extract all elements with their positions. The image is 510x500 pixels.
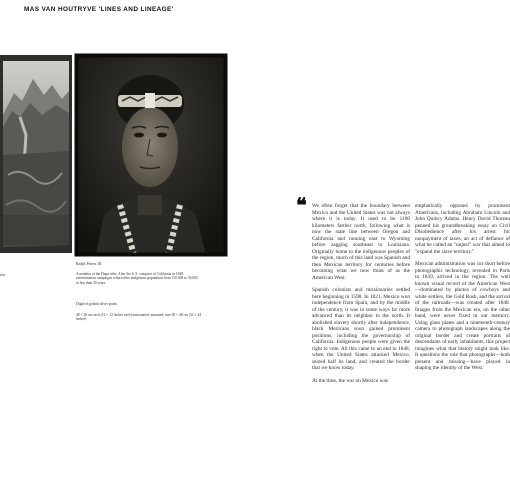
portrait-photo — [76, 55, 226, 255]
article-paragraph: We often forget that the boundary between Mexico and the United States was not always where it is today. It used to be 1100 kilometers farther north, following what is now the state line between Oregon and California and running east to Wyoming before zagging southeast to Louisiana. Originally home to the indigenous peoples of the region, much of this land was Spanish and then Mexican territory for centuries before becoming what we now think of as the American West. — [312, 203, 410, 281]
article-paragraph: At the time, the war on Mexico was — [312, 378, 388, 385]
quote-mark-icon: ❝ — [296, 195, 307, 217]
left-photo-caption-title: ters — [0, 273, 6, 277]
landscape-photo — [0, 55, 72, 253]
article-paragraph: emphatically opposed by prominent Americans, including Abraham Lincoln and John Quincy Adams. Henry David Thoreau penned his groundbreaking essay on Civil Disobedience after his arrest for nonpayment of taxes, an act of defiance of what he called an "unjust" war that aimed to "expand the slave territory." — [415, 203, 510, 255]
article-column-2 — [415, 203, 510, 378]
article-paragraph: Spanish colonists and missionaries settled here beginning in 1598. In 1821, Mexico won independence from Spain, and by the middle of the century, it was in some ways far more advanced than its neighbor to the north. It abolished slavery shortly after independence, black Mexicans soon gained prominent positions, including the governorship of California. Indigenous people were given the right to vote. All this came to an end in 1848, when the United States attacked Mexico, seized half its land, and created the border that we know today. — [312, 287, 410, 372]
portrait-caption-medium: Digitech gelatin silver prints — [76, 302, 118, 306]
portrait-caption-description: A member of the Hupa tribe. After the U.S. conquest of California in 1848, extermination campaigns reduced the indigenous population from 150,000 to 30,000 in less than 30 years. — [76, 272, 198, 285]
article-paragraph: Mexican administration was cut short before photographic technology, revealed in Paris in 1839, arrived in the region. The well known visual record of the American West—dominated by photos of cowboys and white settlers, the Gold Rush, and the arrival of the railroads—was created after 1848. Images from the Mexican era, on the other hand, were never fixed in our memory. Using glass plates and a nineteenth-century camera to photograph landscapes along the original border and create portraits of descendants of early inhabitants, this project imagines what that history might look like. It questions the role that photographs—both present and missing—have played in shaping the identity of the West. — [415, 261, 510, 372]
portrait-caption-title: Ralph Peters III — [76, 261, 102, 266]
portrait-caption-size: 48 × 36 cm each (16 × 12 inches each) unmounted; mounted: size 69 × 48 cm (32 × 24 inches) — [76, 313, 201, 322]
article-column-1 — [312, 203, 410, 391]
page-header-title: MAS VAN HOUTRYVE 'LINES AND LINEAGE' — [24, 6, 174, 13]
